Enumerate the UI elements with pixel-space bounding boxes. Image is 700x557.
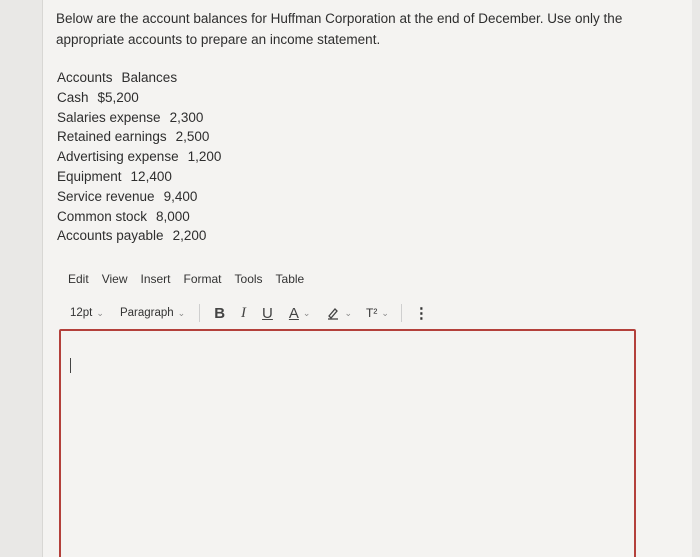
account-balance: 2,500 — [175, 129, 210, 145]
account-name: Cash — [57, 89, 89, 105]
account-balances-table — [57, 68, 221, 246]
table-row — [57, 108, 221, 128]
question-card — [42, 0, 692, 557]
account-balance: 12,400 — [130, 168, 172, 184]
toolbar-divider — [401, 304, 402, 322]
account-balance: 2,300 — [169, 109, 204, 125]
table-row — [57, 127, 221, 147]
chevron-down-icon: ⌄ — [177, 307, 186, 318]
table-header — [57, 68, 221, 88]
table-row — [57, 207, 221, 227]
answer-text-area[interactable] — [59, 329, 636, 557]
account-name: Common stock — [57, 208, 148, 224]
account-name: Advertising expense — [57, 149, 179, 165]
account-balance: $5,200 — [97, 89, 139, 105]
account-balance: 2,200 — [172, 228, 207, 244]
underline-button[interactable] — [262, 305, 273, 322]
menu-view[interactable]: View — [101, 272, 128, 286]
menu-insert[interactable]: Insert — [140, 272, 171, 286]
table-row — [57, 88, 221, 108]
account-balance: 9,400 — [163, 188, 198, 204]
account-balance: 1,200 — [187, 149, 222, 165]
block-format-dropdown[interactable] — [120, 307, 185, 319]
text-color-button[interactable] — [289, 305, 311, 322]
editor-toolbar — [70, 302, 429, 324]
block-format-value: Paragraph — [119, 307, 174, 319]
header-balances: Balances — [121, 70, 178, 85]
account-name: Retained earnings — [57, 129, 167, 145]
font-size-dropdown[interactable] — [70, 307, 104, 319]
editor-menubar — [68, 272, 304, 286]
superscript-button[interactable] — [366, 306, 389, 320]
account-name: Accounts payable — [57, 228, 164, 244]
table-row — [57, 226, 221, 246]
font-size-value: 12pt — [70, 307, 93, 319]
menu-edit[interactable]: Edit — [68, 272, 89, 286]
table-row — [57, 187, 221, 207]
menu-format[interactable]: Format — [183, 272, 222, 286]
chevron-down-icon: ⌄ — [96, 307, 104, 318]
underline-icon: U — [262, 304, 273, 322]
superscript-icon: T² — [366, 306, 378, 320]
highlight-icon — [326, 306, 340, 320]
table-row — [57, 147, 221, 167]
toolbar-divider — [199, 304, 200, 322]
question-prompt: Below are the account balances for Huffman Corporation at the end of December. Use only the appropriate accounts to prepare an income statement. — [56, 11, 623, 47]
menu-tools[interactable]: Tools — [234, 272, 263, 286]
bold-button[interactable] — [214, 305, 225, 322]
menu-table[interactable]: Table — [275, 272, 305, 286]
chevron-down-icon: ⌄ — [302, 307, 311, 318]
header-accounts: Accounts — [57, 70, 113, 85]
italic-button[interactable] — [241, 305, 246, 322]
text-cursor — [70, 358, 71, 373]
table-row — [57, 167, 221, 187]
account-name: Service revenue — [57, 188, 155, 204]
account-name: Equipment — [57, 168, 122, 184]
account-balance: 8,000 — [156, 208, 190, 224]
bold-icon: B — [214, 304, 226, 322]
chevron-down-icon: ⌄ — [381, 307, 389, 318]
italic-icon: I — [241, 304, 247, 321]
text-color-icon: A — [288, 304, 299, 322]
more-options-button[interactable] — [414, 304, 429, 322]
more-vertical-icon: ⋮ — [413, 305, 429, 322]
highlight-button[interactable] — [326, 306, 352, 320]
account-name: Salaries expense — [57, 109, 161, 125]
chevron-down-icon: ⌄ — [344, 307, 352, 318]
